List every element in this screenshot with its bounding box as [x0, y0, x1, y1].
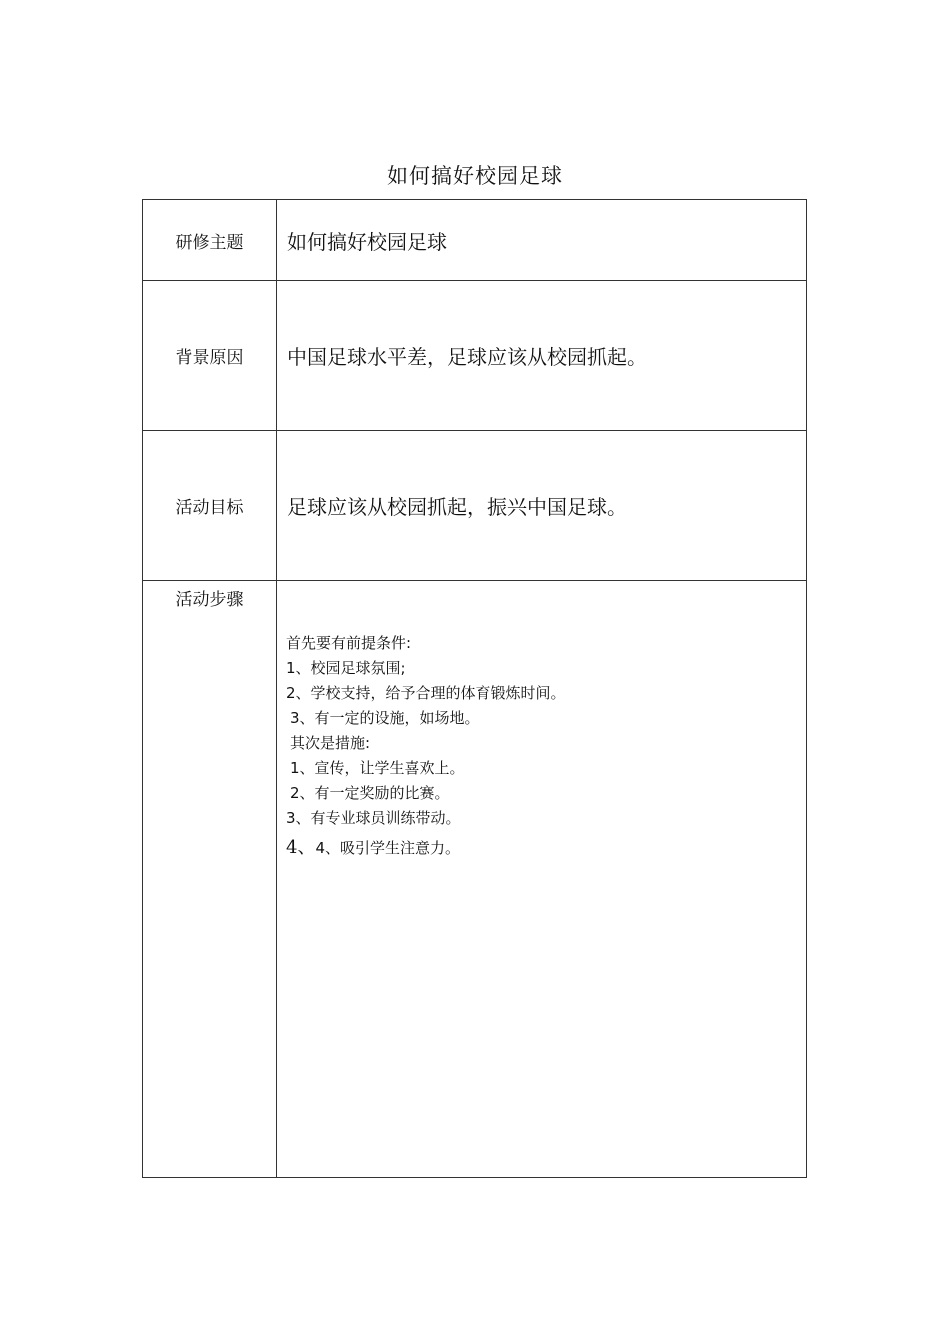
list-item: 1、宣传，让学生喜欢上。 [290, 759, 465, 778]
table-row-background [143, 281, 807, 431]
table-row-steps [143, 581, 807, 1178]
list-item [286, 835, 806, 861]
value-steps [277, 581, 807, 1178]
list-item: 3、有专业球员训练带动。 [286, 809, 461, 828]
label-goal: 活动目标 [143, 431, 277, 581]
list-item: 其次是措施: [290, 734, 371, 753]
value-topic: 如何搞好校园足球 [277, 200, 807, 281]
list-item: 2、有一定奖励的比赛。 [290, 784, 450, 803]
activity-form-table [142, 199, 807, 1178]
label-topic: 研修主题 [143, 200, 277, 281]
label-steps: 活动步骤 [143, 581, 277, 1178]
table-row-goal [143, 431, 807, 581]
value-background: 中国足球水平差，足球应该从校园抓起。 [277, 281, 807, 431]
table-row-topic [143, 200, 807, 281]
document-title: 如何搞好校园足球 [387, 164, 563, 188]
list-item: 首先要有前提条件: [286, 634, 412, 653]
list-item: 3、有一定的设施，如场地。 [290, 709, 480, 728]
list-item: 2、学校支持，给予合理的体育锻炼时间。 [286, 684, 566, 703]
list-item-text: 4、吸引学生注意力。 [315, 839, 460, 858]
steps-list [286, 631, 806, 861]
value-goal: 足球应该从校园抓起，振兴中国足球。 [277, 431, 807, 581]
label-background: 背景原因 [143, 281, 277, 431]
list-item: 1、校园足球氛围; [286, 659, 406, 678]
list-item-prefix: 4、 [286, 837, 316, 859]
